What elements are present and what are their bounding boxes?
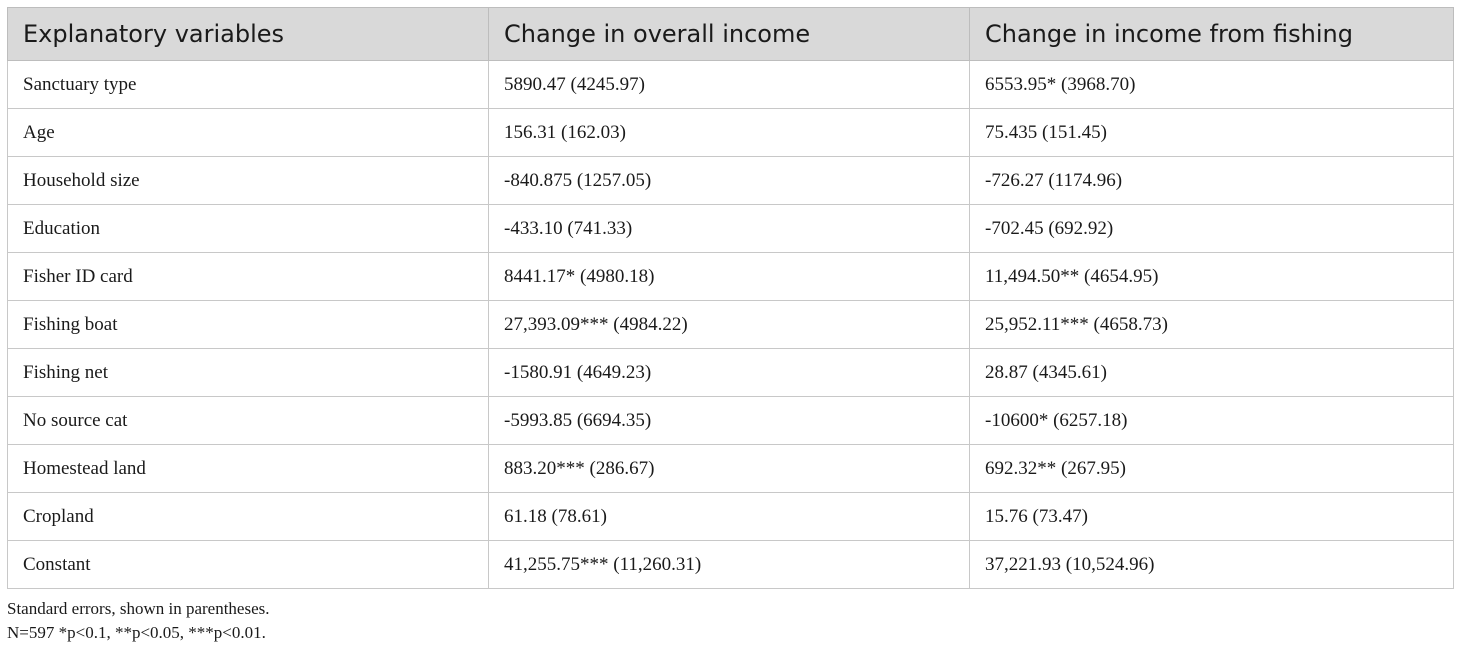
table-row bbox=[8, 541, 1454, 589]
fishing-income-cell: 25,952.11*** (4658.73) bbox=[970, 301, 1454, 349]
row-label: Homestead land bbox=[8, 445, 489, 493]
overall-income-cell: -433.10 (741.33) bbox=[489, 205, 970, 253]
fishing-income-cell: -702.45 (692.92) bbox=[970, 205, 1454, 253]
overall-income-cell: -840.875 (1257.05) bbox=[489, 157, 970, 205]
overall-income-cell: 883.20*** (286.67) bbox=[489, 445, 970, 493]
table-footnote bbox=[7, 597, 270, 645]
table-body bbox=[8, 61, 1454, 589]
fishing-income-cell: -10600* (6257.18) bbox=[970, 397, 1454, 445]
table-header bbox=[8, 8, 1454, 61]
row-label: Age bbox=[8, 109, 489, 157]
row-label: Household size bbox=[8, 157, 489, 205]
row-label: Constant bbox=[8, 541, 489, 589]
fishing-income-cell: 28.87 (4345.61) bbox=[970, 349, 1454, 397]
header-explanatory-variables: Explanatory variables bbox=[8, 8, 489, 61]
table-row bbox=[8, 253, 1454, 301]
overall-income-cell: 156.31 (162.03) bbox=[489, 109, 970, 157]
overall-income-cell: -1580.91 (4649.23) bbox=[489, 349, 970, 397]
overall-income-cell: -5993.85 (6694.35) bbox=[489, 397, 970, 445]
table-row bbox=[8, 205, 1454, 253]
row-label: Fishing net bbox=[8, 349, 489, 397]
fishing-income-cell: 15.76 (73.47) bbox=[970, 493, 1454, 541]
table-row bbox=[8, 493, 1454, 541]
table-row bbox=[8, 157, 1454, 205]
header-row bbox=[8, 8, 1454, 61]
table-row bbox=[8, 109, 1454, 157]
header-change-fishing-income: Change in income from fishing bbox=[970, 8, 1454, 61]
header-change-overall-income: Change in overall income bbox=[489, 8, 970, 61]
overall-income-cell: 8441.17* (4980.18) bbox=[489, 253, 970, 301]
footnote-significance: N=597 *p<0.1, **p<0.05, ***p<0.01. bbox=[7, 623, 266, 642]
overall-income-cell: 27,393.09*** (4984.22) bbox=[489, 301, 970, 349]
table-row bbox=[8, 445, 1454, 493]
table-row bbox=[8, 349, 1454, 397]
table-row bbox=[8, 301, 1454, 349]
row-label: Fishing boat bbox=[8, 301, 489, 349]
fishing-income-cell: 37,221.93 (10,524.96) bbox=[970, 541, 1454, 589]
row-label: Sanctuary type bbox=[8, 61, 489, 109]
row-label: Fisher ID card bbox=[8, 253, 489, 301]
row-label: Education bbox=[8, 205, 489, 253]
fishing-income-cell: -726.27 (1174.96) bbox=[970, 157, 1454, 205]
footnote-standard-errors: Standard errors, shown in parentheses. bbox=[7, 599, 270, 618]
table-row bbox=[8, 397, 1454, 445]
regression-table-container bbox=[7, 7, 1453, 589]
row-label: Cropland bbox=[8, 493, 489, 541]
fishing-income-cell: 692.32** (267.95) bbox=[970, 445, 1454, 493]
overall-income-cell: 5890.47 (4245.97) bbox=[489, 61, 970, 109]
fishing-income-cell: 75.435 (151.45) bbox=[970, 109, 1454, 157]
fishing-income-cell: 6553.95* (3968.70) bbox=[970, 61, 1454, 109]
row-label: No source cat bbox=[8, 397, 489, 445]
overall-income-cell: 41,255.75*** (11,260.31) bbox=[489, 541, 970, 589]
regression-table bbox=[7, 7, 1454, 589]
fishing-income-cell: 11,494.50** (4654.95) bbox=[970, 253, 1454, 301]
table-row bbox=[8, 61, 1454, 109]
overall-income-cell: 61.18 (78.61) bbox=[489, 493, 970, 541]
